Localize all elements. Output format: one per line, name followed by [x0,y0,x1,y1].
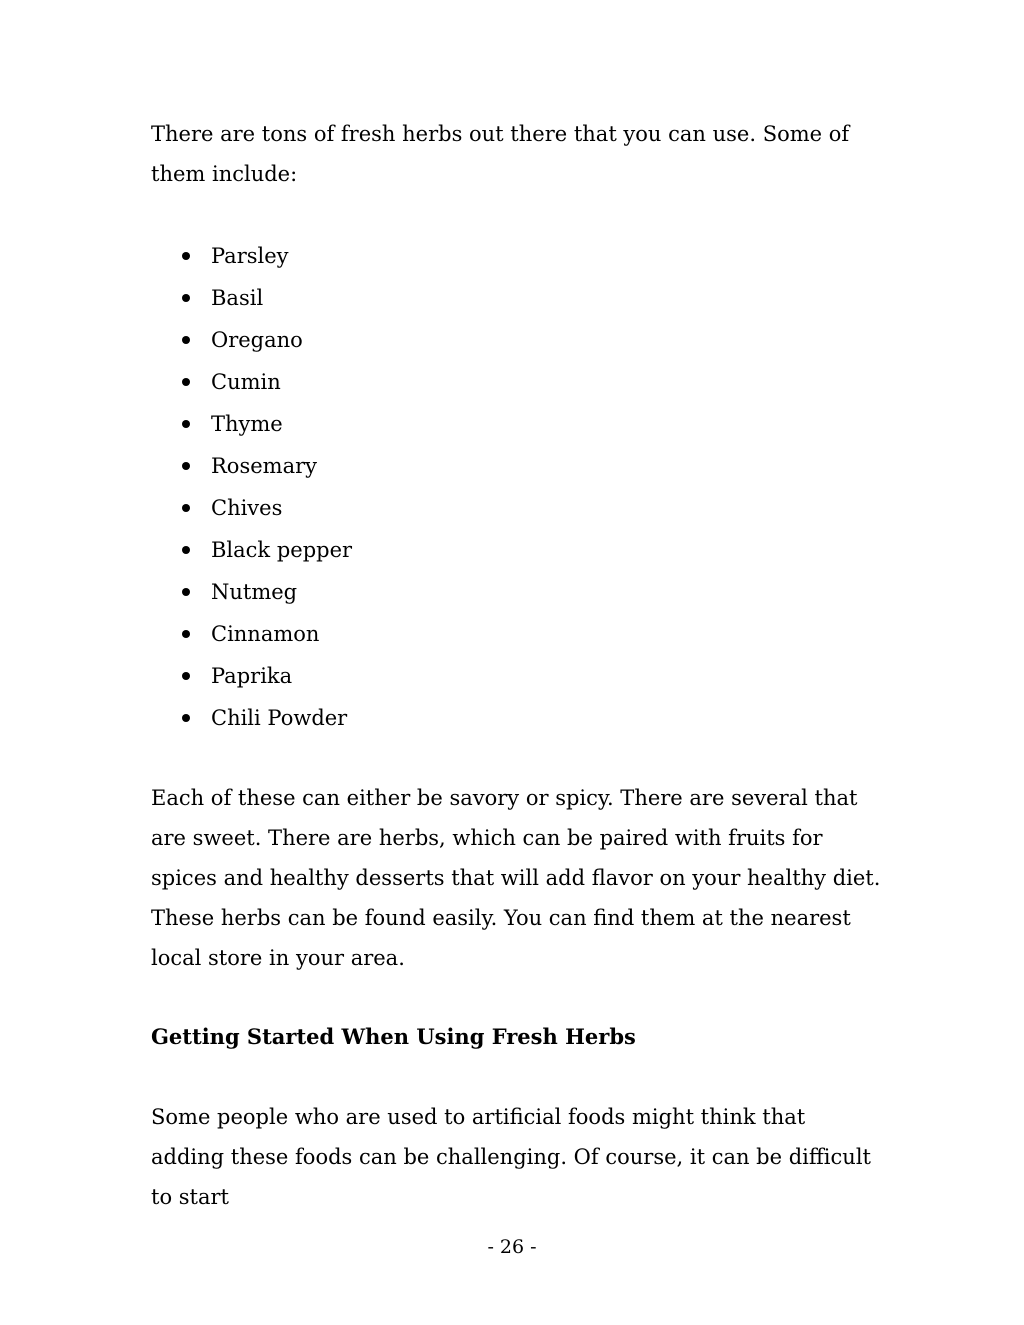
list-item-label: Cumin [211,370,281,394]
list-item-label: Basil [211,286,264,310]
herb-list [151,235,352,739]
bullet-icon [182,294,190,302]
bullet-icon [182,588,190,596]
list-item [151,529,352,571]
list-item-label: Thyme [211,412,283,436]
list-item [151,277,352,319]
bullet-icon [182,504,190,512]
list-item [151,571,352,613]
section-heading: Getting Started When Using Fresh Herbs [151,1024,636,1049]
list-item [151,655,352,697]
closing-paragraph: Some people who are used to artificial foods might think that adding these foods can be challenging. Of course, it can be difficult to start [151,1105,871,1209]
bullet-icon [182,252,190,260]
bullet-icon [182,630,190,638]
bullet-icon [182,420,190,428]
list-item-label: Paprika [211,664,293,688]
list-item [151,487,352,529]
bullet-icon [182,462,190,470]
list-item [151,235,352,277]
page-number: - 26 - [487,1236,537,1258]
list-item-label: Black pepper [211,538,353,562]
list-item [151,445,352,487]
intro-paragraph: There are tons of fresh herbs out there that you can use. Some of them include: [151,122,850,186]
list-item [151,403,352,445]
bullet-icon [182,546,190,554]
list-item-label: Chives [211,496,283,520]
bullet-icon [182,378,190,386]
list-item-label: Rosemary [211,454,317,478]
list-item [151,697,352,739]
list-item [151,613,352,655]
list-item [151,319,352,361]
bullet-icon [182,336,190,344]
body-paragraph: Each of these can either be savory or spicy. There are several that are sweet. There are herbs, which can be paired with fruits for spices and healthy desserts that will add flavor on your healthy diet. These herbs can be found easily. You can find them at the nearest local store in your area. [151,786,881,970]
list-item-label: Cinnamon [211,622,320,646]
list-item-label: Oregano [211,328,303,352]
list-item-label: Chili Powder [211,706,348,730]
list-item [151,361,352,403]
list-item-label: Nutmeg [211,580,298,604]
bullet-icon [182,714,190,722]
list-item-label: Parsley [211,244,289,268]
bullet-icon [182,672,190,680]
